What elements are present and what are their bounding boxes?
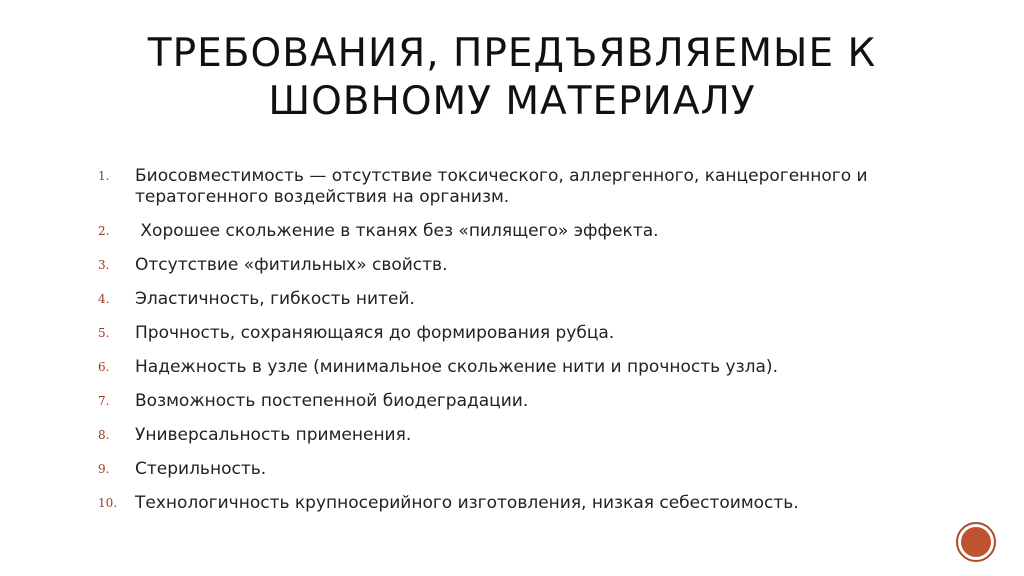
list-item: [98, 255, 958, 276]
list-item: [98, 323, 958, 344]
list-text: Возможность постепенной биодеградации.: [135, 391, 529, 411]
list-number: 4.: [98, 292, 110, 306]
list-text: Прочность, сохраняющаяся до формирования рубца.: [135, 323, 615, 343]
list-item: [98, 391, 958, 412]
list-item: [98, 357, 958, 378]
list-text: Надежность в узле (минимальное скольжение нити и прочность узла).: [135, 357, 778, 377]
list-item: [98, 221, 958, 242]
list-number: 1.: [98, 169, 110, 183]
list-number: 5.: [98, 326, 110, 340]
list-text: Универсальность применения.: [135, 425, 412, 445]
title-line-1: ТРЕБОВАНИЯ, ПРЕДЪЯВЛЯЕМЫЕ К: [147, 31, 877, 76]
decorative-circle-icon: [956, 522, 996, 562]
list-text: Стерильность.: [135, 459, 267, 479]
list-number: 8.: [98, 428, 110, 442]
list-item: [98, 493, 958, 514]
list-text: Отсутствие «фитильных» свойств.: [135, 255, 448, 275]
list-number: 10.: [98, 496, 118, 510]
list-number: 9.: [98, 462, 110, 476]
list-item: [98, 459, 958, 480]
list-number: 6.: [98, 360, 110, 374]
list-text: Хорошее скольжение в тканях без «пилящего» эффекта.: [135, 221, 659, 241]
list-number: 7.: [98, 394, 110, 408]
decorative-circle-inner: [961, 527, 991, 557]
list-item: [98, 166, 958, 208]
list-number: 2.: [98, 224, 110, 238]
title-line-2: ШОВНОМУ МАТЕРИАЛУ: [268, 79, 756, 124]
list-item: [98, 289, 958, 310]
list-text: Биосовместимость — отсутствие токсического, аллергенного, канцерогенного и тератогенного воздействия на организм.: [135, 166, 868, 207]
list-number: 3.: [98, 258, 110, 272]
list-item: [98, 425, 958, 446]
list-text: Технологичность крупносерийного изготовления, низкая себестоимость.: [135, 493, 799, 513]
requirements-list: [98, 166, 958, 527]
slide-title: [100, 30, 924, 126]
list-text: Эластичность, гибкость нитей.: [135, 289, 415, 309]
